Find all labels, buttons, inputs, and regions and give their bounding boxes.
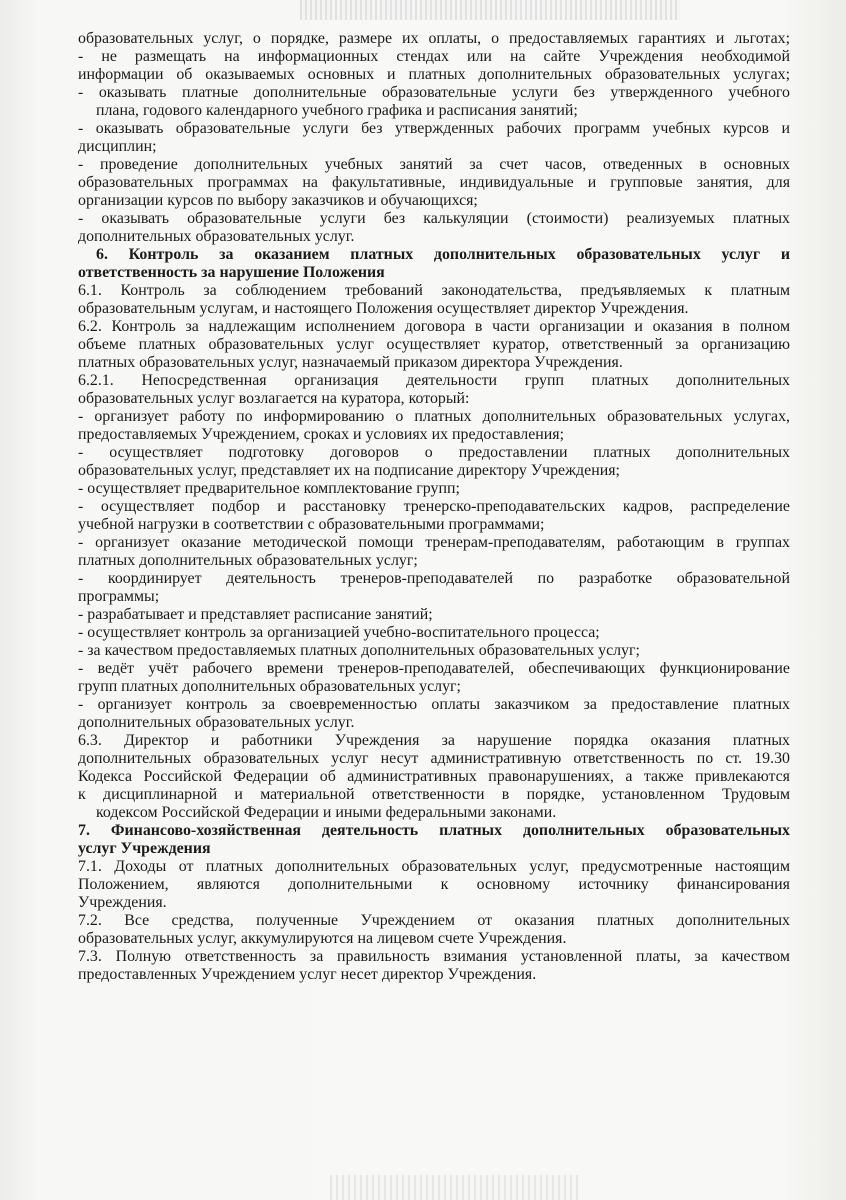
text-line: 6.2.1. Непосредственная организация деятельности групп платных дополнительных — [78, 372, 790, 389]
text-line: кодексом Российской Федерации и иными федеральными законами. — [96, 804, 557, 821]
text-line: - разрабатывает и представляет расписание занятий; — [78, 606, 433, 623]
text-line: - оказывать образовательные услуги без калькуляции (стоимости) реализуемых платных — [78, 210, 790, 227]
bleed-through-text — [70, 1085, 790, 1133]
text-line: 7.3. Полную ответственность за правильность взимания установленной платы, за качеством — [78, 948, 790, 965]
text-line: дополнительных образовательных услуг. — [78, 228, 355, 245]
text-line: образовательным услугам, и настоящего Положения осуществляет директор Учреждения. — [78, 300, 689, 317]
intro-list — [78, 30, 790, 246]
text-line: дополнительных образовательных услуг несут административную ответственность по ст. 19.30 — [78, 750, 790, 767]
text-line: - за качеством предоставляемых платных дополнительных образовательных услуг; — [78, 642, 640, 659]
text-line: организации курсов по выбору заказчиков и обучающихся; — [78, 192, 478, 209]
text-line: - проведение дополнительных учебных занятий за счет часов, отведенных в основных — [78, 156, 790, 173]
text-line: групп платных дополнительных образовательных услуг; — [78, 678, 461, 695]
text-line: предоставленных Учреждением услуг несет директор Учреждения. — [78, 966, 537, 983]
text-line: предоставляемых Учреждением, сроках и условиях их предоставления; — [78, 426, 564, 443]
text-line: - оказывать платные дополнительные образовательные услуги без утвержденного учебного — [78, 84, 790, 101]
text-line: - ведёт учёт рабочего времени тренеров-преподавателей, обеспечивающих функционирование — [78, 660, 790, 677]
text-line: - не размещать на информационных стендах или на сайте Учреждения необходимой — [78, 48, 790, 65]
section-6-heading-cont: ответственность за нарушение Положения — [78, 264, 385, 281]
bleed-line — [70, 1117, 790, 1133]
text-line: образовательных программах на факультативные, индивидуальные и групповые занятия, для — [78, 174, 790, 191]
text-line: образовательных услуг, аккумулируются на лицевом счете Учреждения. — [78, 930, 567, 947]
text-line: Кодекса Российской Федерации об административных правонарушениях, а также привлекаются — [78, 768, 790, 785]
text-line: объеме платных образовательных услуг осуществляет куратор, ответственный за организацию — [78, 336, 790, 353]
text-line: образовательных услуг, о порядке, размере их оплаты, о предоставляемых гарантиях и льготах; — [78, 30, 790, 47]
section-7-heading-cont: услуг Учреждения — [78, 840, 211, 857]
text-line: Учреждения. — [78, 894, 167, 911]
text-line: - организует работу по информированию о платных дополнительных образовательных услугах, — [78, 408, 790, 425]
section-7-heading: 7. Финансово-хозяйственная деятельность платных дополнительных образовательных — [78, 822, 790, 839]
text-line: Положением, являются дополнительными к основному источнику финансирования — [78, 876, 790, 893]
scan-artifact-top — [300, 0, 680, 20]
bleed-line — [70, 1101, 790, 1117]
bleed-line — [70, 1085, 790, 1101]
text-line: - осуществляет подготовку договоров о предоставлении платных дополнительных — [78, 444, 790, 461]
text-line: 6.1. Контроль за соблюдением требований законодательства, предъявляемых к платным — [78, 282, 790, 299]
text-line: программы; — [78, 588, 160, 605]
text-line: - организует контроль за своевременностью оплаты заказчиком за предоставление платных — [78, 696, 790, 713]
document-page — [78, 30, 790, 984]
text-line: 6.3. Директор и работники Учреждения за нарушение порядка оказания платных — [78, 732, 790, 749]
text-line: 7.2. Все средства, полученные Учреждением от оказания платных дополнительных — [78, 912, 790, 929]
text-line: образовательных услуг, представляет их на подписание директору Учреждения; — [78, 462, 620, 479]
section-6 — [78, 246, 790, 822]
text-line: плана, годового календарного учебного графика и расписания занятий; — [96, 102, 578, 119]
scan-artifact-bottom — [330, 1175, 580, 1200]
text-line: образовательных услуг возлагается на куратора, который: — [78, 390, 470, 407]
text-line: - координирует деятельность тренеров-преподавателей по разработке образовательной — [78, 570, 790, 587]
text-line: - организует оказание методической помощи тренерам-преподавателям, работающим в группах — [78, 534, 790, 551]
text-line: платных образовательных услуг, назначаемый приказом директора Учреждения. — [78, 354, 623, 371]
text-line: дисциплин; — [78, 138, 157, 155]
text-line: платных дополнительных образовательных услуг; — [78, 552, 418, 569]
text-line: учебной нагрузки в соответствии с образовательными программами; — [78, 516, 545, 533]
text-line: - осуществляет предварительное комплектование групп; — [78, 480, 460, 497]
text-line: - оказывать образовательные услуги без утвержденных рабочих программ учебных курсов и — [78, 120, 790, 137]
text-line: - осуществляет контроль за организацией учебно-воспитательного процесса; — [78, 624, 600, 641]
text-line: дополнительных образовательных услуг. — [78, 714, 355, 731]
text-line: к дисциплинарной и материальной ответственности в порядке, установленном Трудовым — [78, 786, 790, 803]
text-line: 6.2. Контроль за надлежащим исполнением договора в части организации и оказания в полном — [78, 318, 790, 335]
section-6-heading: 6. Контроль за оказанием платных дополнительных образовательных услуг и — [96, 246, 790, 263]
text-line: информации об оказываемых основных и платных дополнительных образовательных услугах; — [78, 66, 790, 83]
text-line: - осуществляет подбор и расстановку тренерско-преподавательских кадров, распределение — [78, 498, 790, 515]
section-7 — [78, 822, 790, 984]
text-line: 7.1. Доходы от платных дополнительных образовательных услуг, предусмотренные настоящим — [78, 858, 790, 875]
